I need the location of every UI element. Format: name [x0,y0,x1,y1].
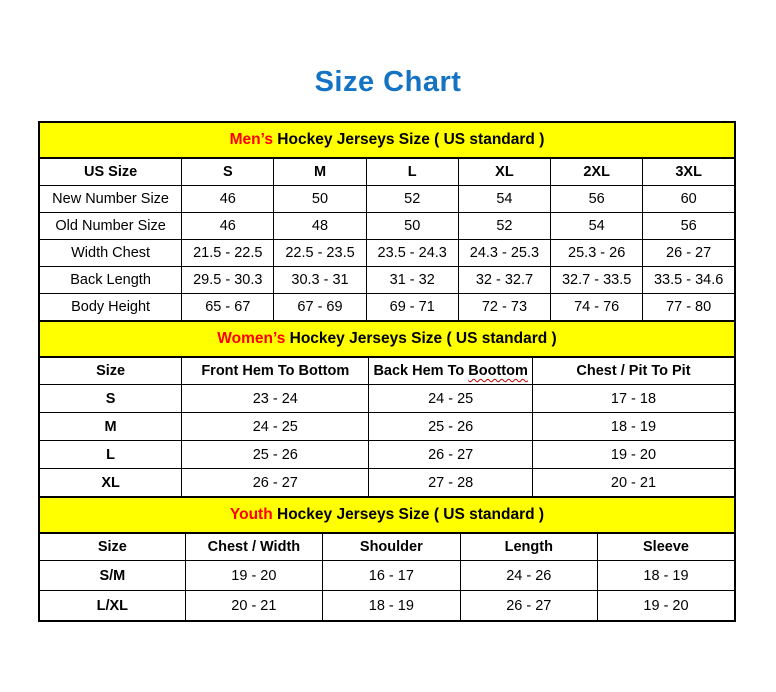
table-cell: 20 - 21 [185,591,322,622]
table-cell: 23.5 - 24.3 [366,240,458,267]
youth-banner-text: Hockey Jerseys Size ( US standard ) [272,506,545,523]
page-title: Size Chart [314,66,462,98]
table-row [39,469,735,498]
table-row [39,591,735,622]
table-cell: 72 - 73 [458,294,550,322]
row-label: Width Chest [39,240,182,267]
column-header: 3XL [643,158,735,186]
table-cell: 24 - 26 [460,561,597,591]
table-cell: 74 - 76 [551,294,643,322]
table-cell: 32 - 32.7 [458,267,550,294]
table-cell: 19 - 20 [532,441,735,469]
youth-header-row [39,533,735,561]
table-cell: 26 - 27 [369,441,533,469]
column-header: Chest / Width [185,533,322,561]
row-label: Body Height [39,294,182,322]
table-cell: 67 - 69 [274,294,366,322]
youth-banner-highlight: Youth [229,506,273,523]
row-label: S/M [39,561,185,591]
column-header: S [182,158,274,186]
table-row [39,186,735,213]
table-cell: 31 - 32 [366,267,458,294]
table-row [39,561,735,591]
table-row [39,441,735,469]
row-label: Old Number Size [39,213,182,240]
table-cell: 26 - 27 [643,240,735,267]
table-cell: 17 - 18 [532,385,735,413]
youth-banner [39,497,735,533]
table-cell: 24 - 25 [182,413,369,441]
mens-header-row [39,158,735,186]
table-cell: 25.3 - 26 [551,240,643,267]
womens-banner-row [39,321,735,357]
column-header: Sleeve [598,533,735,561]
table-cell: 46 [182,213,274,240]
table-cell: 25 - 26 [182,441,369,469]
table-cell: 32.7 - 33.5 [551,267,643,294]
table-cell: 18 - 19 [598,561,735,591]
womens-header-row [39,357,735,385]
womens-size-table [38,320,736,498]
column-header: XL [458,158,550,186]
table-cell: 18 - 19 [323,591,460,622]
column-header: M [274,158,366,186]
table-cell: 21.5 - 22.5 [182,240,274,267]
table-cell: 19 - 20 [185,561,322,591]
table-cell: 18 - 19 [532,413,735,441]
mens-banner-text: Hockey Jerseys Size ( US standard ) [272,131,545,148]
table-row [39,267,735,294]
column-header: Size [39,533,185,561]
table-cell: 20 - 21 [532,469,735,498]
column-header: Chest / Pit To Pit [532,357,735,385]
column-header: Back Hem To Boottom [369,357,533,385]
table-cell: 46 [182,186,274,213]
table-cell: 54 [458,186,550,213]
size-chart [38,121,736,622]
row-label: Back Length [39,267,182,294]
table-row [39,385,735,413]
column-header: Front Hem To Bottom [182,357,369,385]
mens-banner-row [39,122,735,158]
column-header: US Size [39,158,182,186]
row-label: M [39,413,182,441]
table-cell: 26 - 27 [182,469,369,498]
table-row [39,240,735,267]
table-cell: 69 - 71 [366,294,458,322]
table-cell: 25 - 26 [369,413,533,441]
youth-size-table [38,496,736,622]
womens-banner-highlight: Women’s [217,330,286,347]
column-header: Shoulder [323,533,460,561]
table-cell: 22.5 - 23.5 [274,240,366,267]
table-row [39,413,735,441]
table-cell: 77 - 80 [643,294,735,322]
mens-banner-highlight: Men’s [229,131,273,148]
column-header: Length [460,533,597,561]
row-label: L/XL [39,591,185,622]
column-header: Size [39,357,182,385]
table-row [39,294,735,322]
table-cell: 23 - 24 [182,385,369,413]
table-cell: 30.3 - 31 [274,267,366,294]
table-cell: 52 [458,213,550,240]
column-header: 2XL [551,158,643,186]
table-cell: 27 - 28 [369,469,533,498]
row-label: S [39,385,182,413]
table-cell: 56 [551,186,643,213]
table-cell: 60 [643,186,735,213]
table-cell: 50 [274,186,366,213]
row-label: New Number Size [39,186,182,213]
mens-banner [39,122,735,158]
table-cell: 24.3 - 25.3 [458,240,550,267]
youth-banner-row [39,497,735,533]
table-cell: 19 - 20 [598,591,735,622]
table-cell: 54 [551,213,643,240]
table-cell: 50 [366,213,458,240]
table-row [39,213,735,240]
table-cell: 26 - 27 [460,591,597,622]
table-cell: 24 - 25 [369,385,533,413]
row-label: XL [39,469,182,498]
misspelled-word: Boottom [468,363,528,379]
table-cell: 56 [643,213,735,240]
row-label: L [39,441,182,469]
womens-banner [39,321,735,357]
womens-banner-text: Hockey Jerseys Size ( US standard ) [285,330,557,347]
table-cell: 29.5 - 30.3 [182,267,274,294]
table-cell: 33.5 - 34.6 [643,267,735,294]
table-cell: 16 - 17 [323,561,460,591]
table-cell: 65 - 67 [182,294,274,322]
mens-size-table [38,121,736,322]
table-cell: 48 [274,213,366,240]
table-cell: 52 [366,186,458,213]
column-header: L [366,158,458,186]
